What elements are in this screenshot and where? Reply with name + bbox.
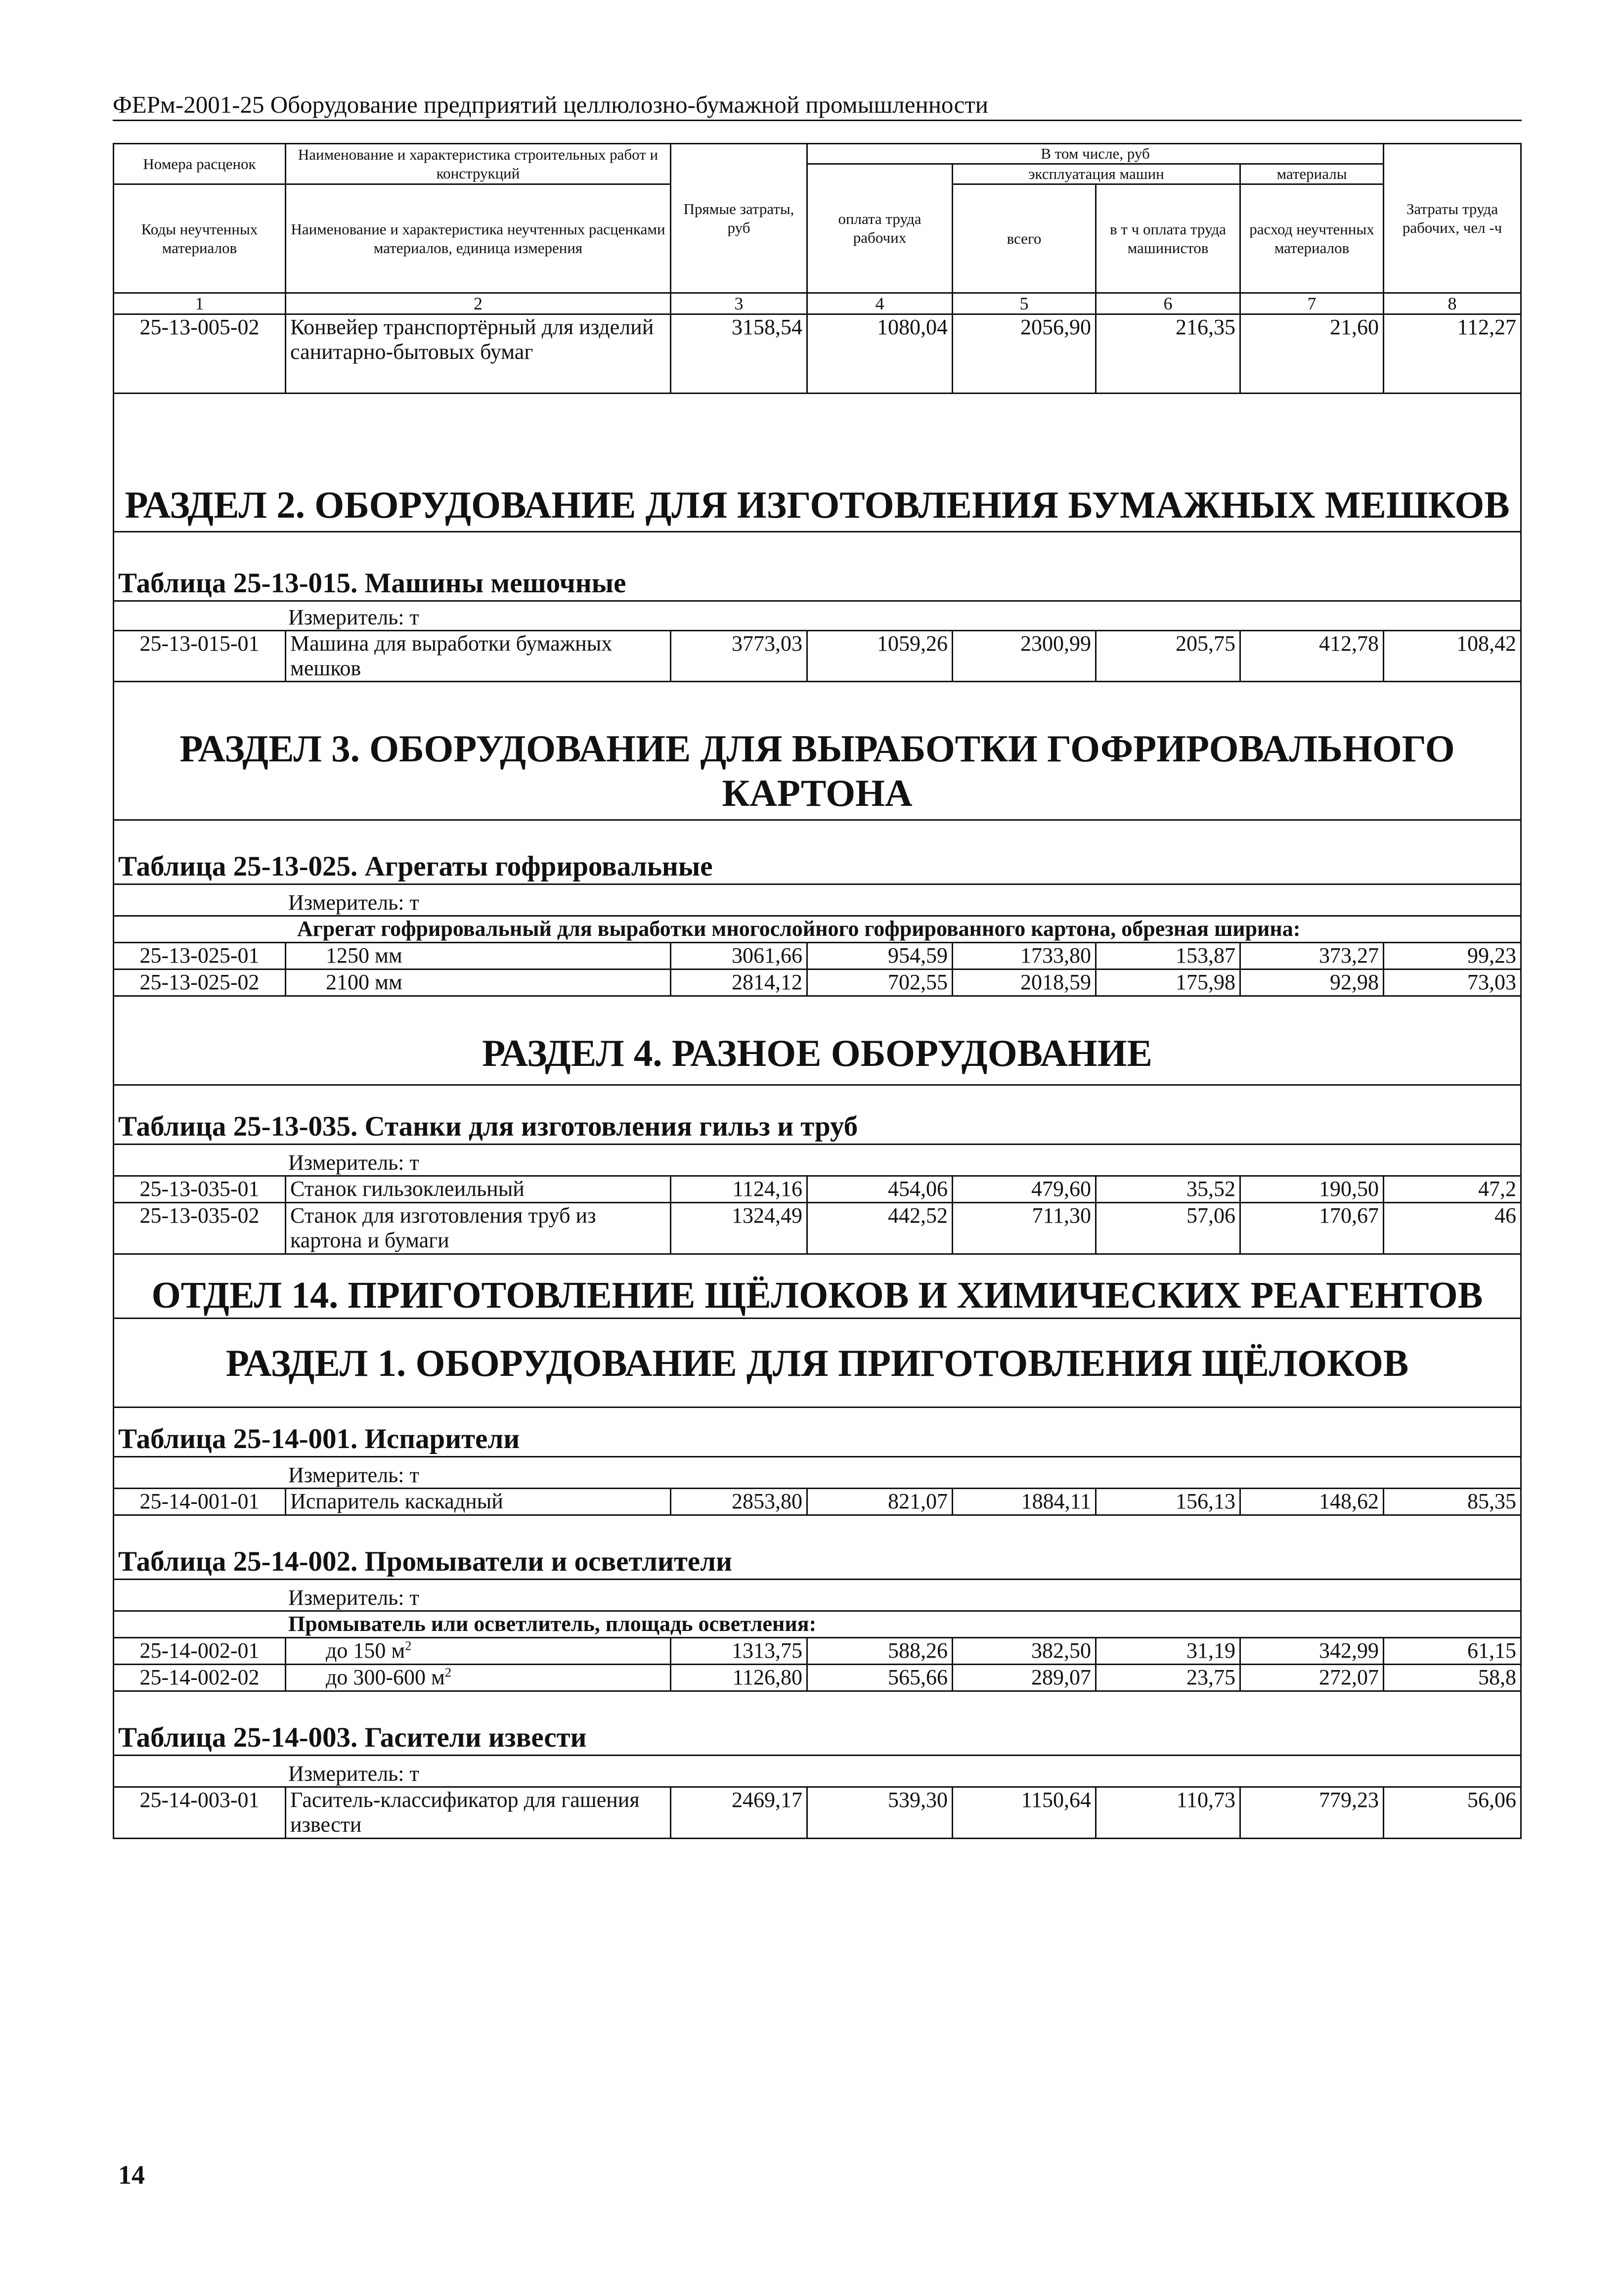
col-index: 2 xyxy=(286,293,671,314)
hdr-rate-numbers: Номера расценок xyxy=(114,144,286,184)
hdr-unaccounted-consumption: расход неучтенных материалов xyxy=(1240,184,1384,293)
labor-hours: 85,35 xyxy=(1384,1489,1521,1515)
page-number: 14 xyxy=(118,2160,145,2190)
labor-hours: 99,23 xyxy=(1384,943,1521,969)
operator-wage: 153,87 xyxy=(1096,943,1240,969)
material-cost: 92,98 xyxy=(1240,969,1384,996)
rate-name: Машина для выработки бумажных мешков xyxy=(286,631,671,682)
hdr-incl-operator-wages: в т ч оплата труда машинистов xyxy=(1096,184,1240,293)
rate-code: 25-13-035-01 xyxy=(114,1176,286,1203)
rate-name: Конвейер транспортёрный для изделий санитарно-бытовых бумаг xyxy=(286,314,671,394)
direct-cost: 1124,16 xyxy=(671,1176,807,1203)
rate-code: 25-14-002-01 xyxy=(114,1638,286,1665)
table-row xyxy=(114,1665,1521,1691)
col-index: 4 xyxy=(807,293,953,314)
unit-exponent: 2 xyxy=(405,1638,412,1653)
rate-code: 25-13-015-01 xyxy=(114,631,286,682)
direct-cost: 3773,03 xyxy=(671,631,807,682)
table-title: Таблица 25-13-025. Агрегаты гофрировальные xyxy=(114,820,1521,884)
unit-label: Измеритель: т xyxy=(114,1457,1521,1489)
rate-code: 25-13-005-02 xyxy=(114,314,286,394)
wage-cost: 565,66 xyxy=(807,1665,953,1691)
unit-label: Измеритель: т xyxy=(114,601,1521,631)
machine-cost: 2300,99 xyxy=(953,631,1096,682)
material-cost: 148,62 xyxy=(1240,1489,1384,1515)
material-cost: 342,99 xyxy=(1240,1638,1384,1665)
rate-code: 25-13-025-02 xyxy=(114,969,286,996)
unit-exponent: 2 xyxy=(444,1665,452,1680)
direct-cost: 3158,54 xyxy=(671,314,807,394)
labor-hours: 108,42 xyxy=(1384,631,1521,682)
unit-label: Измеритель: т xyxy=(114,1144,1521,1176)
section-title: РАЗДЕЛ 3. ОБОРУДОВАНИЕ ДЛЯ ВЫРАБОТКИ ГОФРИРОВАЛЬНОГО КАРТОНА xyxy=(114,682,1521,820)
direct-cost: 2853,80 xyxy=(671,1489,807,1515)
operator-wage: 156,13 xyxy=(1096,1489,1240,1515)
table-row xyxy=(114,943,1521,969)
wage-cost: 539,30 xyxy=(807,1787,953,1839)
direct-cost: 1126,80 xyxy=(671,1665,807,1691)
material-cost: 779,23 xyxy=(1240,1787,1384,1839)
direct-cost: 2469,17 xyxy=(671,1787,807,1839)
labor-hours: 47,2 xyxy=(1384,1176,1521,1203)
unit-label: Измеритель: т xyxy=(114,1580,1521,1611)
material-cost: 170,67 xyxy=(1240,1203,1384,1254)
rate-name: Станок гильзоклеильный xyxy=(286,1176,671,1203)
direct-cost: 3061,66 xyxy=(671,943,807,969)
hdr-including: В том числе, руб xyxy=(807,144,1384,164)
wage-cost: 821,07 xyxy=(807,1489,953,1515)
machine-cost: 2018,59 xyxy=(953,969,1096,996)
table-row xyxy=(114,1176,1521,1203)
hdr-work-name: Наименование и характеристика строительных работ и конструкций xyxy=(286,144,671,184)
division-title: ОТДЕЛ 14. ПРИГОТОВЛЕНИЕ ЩЁЛОКОВ И ХИМИЧЕСКИХ РЕАГЕНТОВ xyxy=(114,1254,1521,1319)
hdr-labor-costs: Затраты труда рабочих, чел -ч xyxy=(1384,144,1521,293)
section-title: РАЗДЕЛ 1. ОБОРУДОВАНИЕ ДЛЯ ПРИГОТОВЛЕНИЯ ЩЁЛОКОВ xyxy=(114,1319,1521,1408)
group-heading: Промыватель или осветлитель, площадь осветления: xyxy=(114,1611,1521,1638)
rate-name: Испаритель каскадный xyxy=(286,1489,671,1515)
material-cost: 272,07 xyxy=(1240,1665,1384,1691)
wage-cost: 1059,26 xyxy=(807,631,953,682)
operator-wage: 216,35 xyxy=(1096,314,1240,394)
rate-name: Станок для изготовления труб из картона и бумаги xyxy=(286,1203,671,1254)
rate-code: 25-13-035-02 xyxy=(114,1203,286,1254)
operator-wage: 23,75 xyxy=(1096,1665,1240,1691)
operator-wage: 205,75 xyxy=(1096,631,1240,682)
rate-code: 25-14-001-01 xyxy=(114,1489,286,1515)
operator-wage: 175,98 xyxy=(1096,969,1240,996)
machine-cost: 711,30 xyxy=(953,1203,1096,1254)
machine-cost: 1733,80 xyxy=(953,943,1096,969)
rate-name: 2100 мм xyxy=(286,969,671,996)
col-index: 1 xyxy=(114,293,286,314)
machine-cost: 1884,11 xyxy=(953,1489,1096,1515)
unit-label: Измеритель: т xyxy=(114,1756,1521,1787)
running-header: ФЕРм-2001-25 Оборудование предприятий целлюлозно-бумажной промышленности xyxy=(113,90,1522,121)
group-heading: Агрегат гофрировальный для выработки многослойного гофрированного картона, обрезная ширина: xyxy=(114,916,1521,943)
direct-cost: 1324,49 xyxy=(671,1203,807,1254)
labor-hours: 73,03 xyxy=(1384,969,1521,996)
section-title: РАЗДЕЛ 2. ОБОРУДОВАНИЕ ДЛЯ ИЗГОТОВЛЕНИЯ БУМАЖНЫХ МЕШКОВ xyxy=(114,394,1521,532)
rate-name-text: до 150 м xyxy=(326,1638,405,1663)
machine-cost: 382,50 xyxy=(953,1638,1096,1665)
material-cost: 412,78 xyxy=(1240,631,1384,682)
rate-code: 25-14-002-02 xyxy=(114,1665,286,1691)
wage-cost: 702,55 xyxy=(807,969,953,996)
wage-cost: 588,26 xyxy=(807,1638,953,1665)
rate-name xyxy=(286,1665,671,1691)
direct-cost: 2814,12 xyxy=(671,969,807,996)
machine-cost: 289,07 xyxy=(953,1665,1096,1691)
rate-name xyxy=(286,1638,671,1665)
hdr-total: всего xyxy=(953,184,1096,293)
rate-name: 1250 мм xyxy=(286,943,671,969)
material-cost: 373,27 xyxy=(1240,943,1384,969)
direct-cost: 1313,75 xyxy=(671,1638,807,1665)
machine-cost: 1150,64 xyxy=(953,1787,1096,1839)
wage-cost: 1080,04 xyxy=(807,314,953,394)
col-index: 3 xyxy=(671,293,807,314)
table-title: Таблица 25-14-002. Промыватели и осветлители xyxy=(114,1515,1521,1580)
labor-hours: 58,8 xyxy=(1384,1665,1521,1691)
hdr-wages: оплата труда рабочих xyxy=(807,164,953,293)
rate-code: 25-13-025-01 xyxy=(114,943,286,969)
machine-cost: 479,60 xyxy=(953,1176,1096,1203)
rate-name-text: до 300-600 м xyxy=(326,1665,445,1689)
labor-hours: 56,06 xyxy=(1384,1787,1521,1839)
hdr-materials: материалы xyxy=(1240,164,1384,184)
rate-name: Гаситель-классификатор для гашения извести xyxy=(286,1787,671,1839)
table-row xyxy=(114,969,1521,996)
table-row xyxy=(114,1489,1521,1515)
section-title: РАЗДЕЛ 4. РАЗНОЕ ОБОРУДОВАНИЕ xyxy=(114,996,1521,1085)
table-row xyxy=(114,1203,1521,1254)
operator-wage: 31,19 xyxy=(1096,1638,1240,1665)
operator-wage: 35,52 xyxy=(1096,1176,1240,1203)
table-row xyxy=(114,631,1521,682)
col-index: 6 xyxy=(1096,293,1240,314)
labor-hours: 112,27 xyxy=(1384,314,1521,394)
table-title: Таблица 25-13-035. Станки для изготовления гильз и труб xyxy=(114,1085,1521,1144)
wage-cost: 954,59 xyxy=(807,943,953,969)
operator-wage: 110,73 xyxy=(1096,1787,1240,1839)
table-title: Таблица 25-14-001. Испарители xyxy=(114,1408,1521,1457)
material-cost: 21,60 xyxy=(1240,314,1384,394)
hdr-direct-costs: Прямые затраты, руб xyxy=(671,144,807,293)
table-row xyxy=(114,1787,1521,1839)
unit-label: Измеритель: т xyxy=(114,884,1521,916)
col-index: 8 xyxy=(1384,293,1521,314)
material-cost: 190,50 xyxy=(1240,1176,1384,1203)
table-title: Таблица 25-14-003. Гасители извести xyxy=(114,1691,1521,1756)
hdr-unaccounted-name: Наименование и характеристика неучтенных расценками материалов, единица измерения xyxy=(286,184,671,293)
operator-wage: 57,06 xyxy=(1096,1203,1240,1254)
table-title: Таблица 25-13-015. Машины мешочные xyxy=(114,532,1521,601)
wage-cost: 442,52 xyxy=(807,1203,953,1254)
labor-hours: 61,15 xyxy=(1384,1638,1521,1665)
labor-hours: 46 xyxy=(1384,1203,1521,1254)
rate-code: 25-14-003-01 xyxy=(114,1787,286,1839)
hdr-unaccounted-codes: Коды неучтенных материалов xyxy=(114,184,286,293)
machine-cost: 2056,90 xyxy=(953,314,1096,394)
rates-table xyxy=(113,143,1522,1839)
table-row xyxy=(114,314,1521,394)
col-index: 5 xyxy=(953,293,1096,314)
table-row xyxy=(114,1638,1521,1665)
hdr-machine-operation: эксплуатация машин xyxy=(953,164,1240,184)
col-index: 7 xyxy=(1240,293,1384,314)
wage-cost: 454,06 xyxy=(807,1176,953,1203)
rate-table-frame xyxy=(113,143,1520,2095)
